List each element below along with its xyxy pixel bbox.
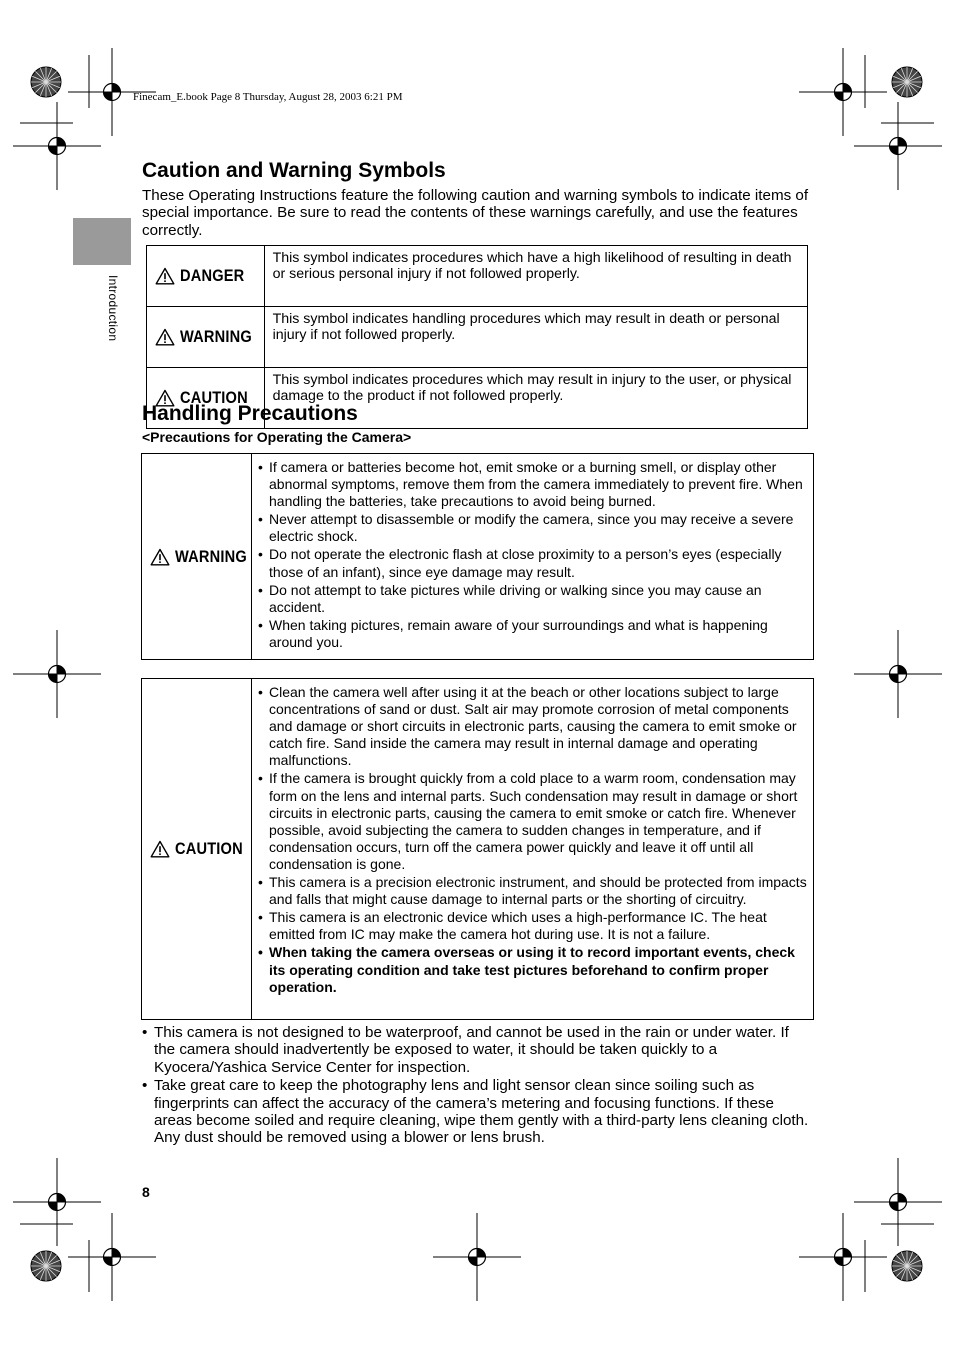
page-number: 8 (142, 1184, 150, 1200)
caution-list (258, 684, 807, 996)
warning-description: This symbol indicates handling procedures which may result in death or personal injury if not followed properly. (264, 307, 807, 368)
symbol-row-warning (147, 307, 808, 368)
danger-label: DANGER (180, 266, 245, 285)
section-title-handling: Handling Precautions (142, 402, 358, 425)
symbol-row-danger (147, 246, 808, 307)
list-item: • Do not attempt to take pictures while driving or walking since you may cause an accident. (258, 582, 807, 616)
section-subtitle-operating: <Precautions for Operating the Camera> (142, 429, 412, 445)
caution-label: CAUTION (180, 388, 248, 407)
danger-description: This symbol indicates procedures which have a high likelihood of resulting in death or serious personal injury if not followed properly. (264, 246, 807, 307)
list-item: • This camera is an electronic device which uses a high-performance IC. The heat emitted from IC may make the camera hot during use. It is not a failure. (258, 909, 807, 943)
list-item: • This camera is not designed to be waterproof, and cannot be used in the rain or under water. If the camera should inadvertently be exposed to water, it should be taken quickly to a Kyocera/Yashica Service Center for inspection. (142, 1024, 812, 1076)
list-item-emphasis: • When taking the camera overseas or using it to record important events, check its operating condition and take test pictures beforehand to confirm proper operation. (258, 944, 807, 995)
general-notes (142, 1024, 812, 1148)
list-item: • This camera is a precision electronic instrument, and should be protected from impacts and falls that might cause damage to internal parts or the shorting of circuitry. (258, 874, 807, 908)
warning-precautions-box (141, 453, 814, 660)
list-item: • Clean the camera well after using it at the beach or other locations subject to large concentrations of sand or dust. Salt air may promote corrosion of metal components and damage or short circuits in electronic parts, causing the camera to emit smoke or catch fire. Sand inside the camera may result in internal damage and operating malfunctions. (258, 684, 807, 769)
warning-box-label: WARNING (175, 546, 247, 566)
caution-description: This symbol indicates procedures which may result in injury to the user, or physical damage to the product if not followed properly. (264, 368, 807, 429)
list-item: • When taking pictures, remain aware of your surroundings and what is happening around you. (258, 617, 807, 651)
book-info-header: Finecam_E.book Page 8 Thursday, August 28, 2003 6:21 PM (133, 91, 403, 103)
symbols-intro-paragraph: These Operating Instructions feature the following caution and warning symbols to indicate items of special importance. Be sure to read the contents of these warnings carefully, and use the features correctly. (142, 187, 809, 239)
section-tab-marker (73, 218, 131, 265)
list-item: • Do not operate the electronic flash at close proximity to a person’s eyes (especially those of an infant), since eye damage may result. (258, 546, 807, 580)
list-item: • If the camera is brought quickly from a cold place to a warm room, condensation may form on the lens and internal parts. Such condensation may result in damage or short circuits in electronic parts, causing the camera to emit smoke or catch fire. Whenever possible, avoid subjecting the camera to sudden changes in temperature, and if condensation occurs, turn off the camera power quickly and leave it off until all condensation is gone. (258, 770, 807, 873)
warning-triangle-icon (155, 267, 175, 285)
section-tab-label: Introduction (106, 275, 120, 342)
list-item: • If camera or batteries become hot, emit smoke or a burning smell, or display other abnormal symptoms, remove them from the camera immediately to prevent fire. When handling the batteries, take precautions to avoid being burned. (258, 459, 807, 510)
section-title-symbols: Caution and Warning Symbols (142, 159, 446, 182)
warning-list (258, 459, 807, 651)
warning-triangle-icon (150, 548, 170, 566)
warning-triangle-icon (150, 840, 170, 858)
list-item: • Never attempt to disassemble or modify the camera, since you may receive a severe electric shock. (258, 511, 807, 545)
caution-box-label: CAUTION (175, 839, 243, 858)
warning-label: WARNING (180, 327, 252, 346)
caution-precautions-box (141, 678, 814, 1020)
list-item: • Take great care to keep the photography lens and light sensor clean since soiling such as fingerprints can affect the accuracy of the camera’s metering and focusing functions. If these areas become soiled and require cleaning, wipe them gently with a third-party lens cleaning cloth. Any dust should be removed using a blower or lens brush. (142, 1077, 812, 1147)
warning-triangle-icon (155, 328, 175, 346)
